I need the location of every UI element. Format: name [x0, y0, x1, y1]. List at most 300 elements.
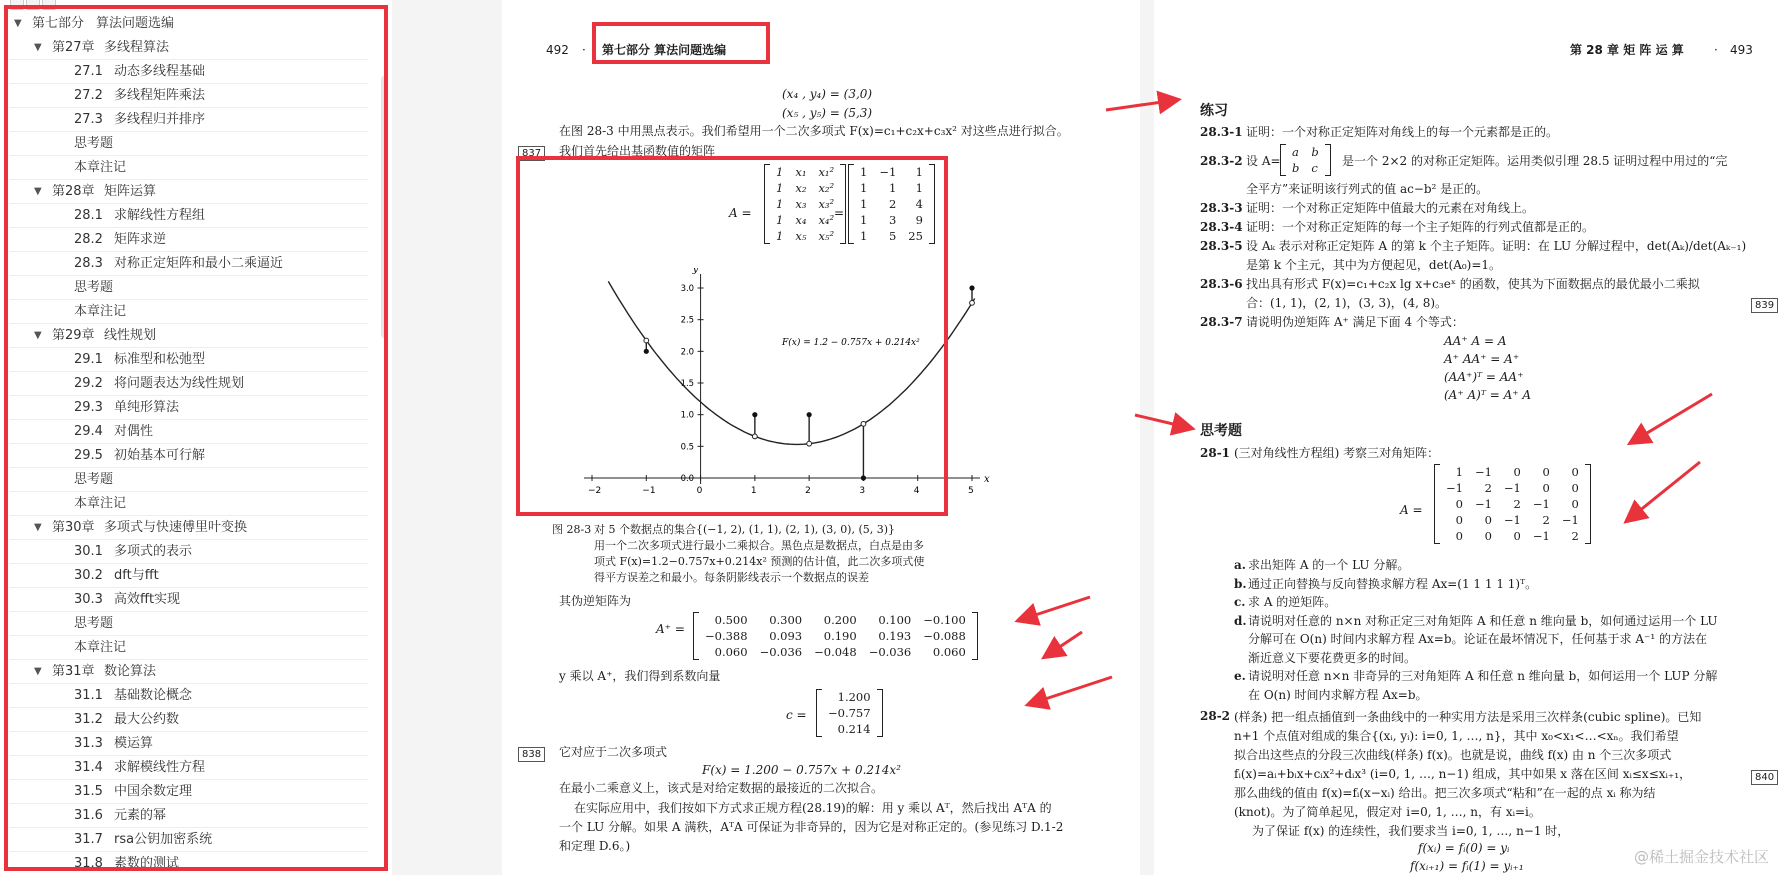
- pseudoinverse-matrix: [699, 612, 972, 660]
- toc-item-number: 27.2: [74, 88, 103, 103]
- paragraph: 它对应于二次多项式: [559, 745, 668, 759]
- toc-item[interactable]: [10, 780, 368, 804]
- fitted-point: [861, 421, 866, 426]
- header-dot: ·: [1714, 43, 1718, 57]
- matrix-cell: 0: [1455, 529, 1463, 543]
- matrix-cell: −0.757: [828, 706, 871, 720]
- header-dot: ·: [582, 43, 586, 57]
- subitem-text: 在 O(n) 时间内求解方程 Ax=b。: [1248, 687, 1428, 702]
- exercise-number: 28.3-6: [1200, 277, 1243, 291]
- matrix-cell: 0: [1455, 497, 1463, 511]
- text-line: n+1 个点值对组成的集合{(xᵢ, yᵢ): i=0, 1, …, n}，其中 x₀<x₁<…<xₙ。我们希望: [1234, 729, 1679, 743]
- toc-item-number: 31.1: [74, 688, 103, 703]
- matrix-cell: x₅²: [818, 229, 835, 243]
- toc-item[interactable]: [10, 276, 368, 300]
- exercise-text: 设 Aₖ 表示对称正定矩阵 A 的第 k 个主子矩阵。证明：在 LU 分解过程中，det(Aₖ)/det(Aₖ₋₁): [1246, 239, 1747, 253]
- toc-item-number: 27.3: [74, 112, 103, 127]
- matrix-cell: 1: [776, 213, 784, 227]
- figure-label: 图 28-3: [552, 523, 592, 536]
- subitem-text: 渐近意义下要花费更多的时间。: [1248, 650, 1417, 665]
- problem-subitems: [1234, 556, 1718, 704]
- toc-item-label: rsa公钥加密系统: [114, 832, 213, 847]
- viewer-gutter: [392, 0, 502, 875]
- y-tick-label: 1.5: [680, 379, 695, 389]
- matrix-cell: 1: [860, 197, 868, 211]
- toc-item[interactable]: [10, 564, 368, 588]
- least-squares-chart: [572, 268, 992, 498]
- toc-item-label: dft与fft: [114, 568, 159, 583]
- toc-item[interactable]: [10, 588, 368, 612]
- book-page-left: [502, 0, 1140, 875]
- matrix-cell: 0: [1484, 513, 1492, 527]
- toc-item-number: 29.3: [74, 400, 103, 415]
- matrix-cell: 1: [888, 181, 897, 195]
- toc-item[interactable]: [10, 348, 368, 372]
- toc-item-number: 29.1: [74, 352, 103, 367]
- toc-item-label: 初始基本可行解: [114, 448, 206, 463]
- toc-item[interactable]: [10, 12, 382, 36]
- subitem-letter: c.: [1234, 595, 1246, 609]
- toc-item-number: 30.2: [74, 568, 103, 583]
- matrix-cell: 4: [915, 197, 923, 211]
- text-line: A⁺ AA⁺ = A⁺: [1444, 352, 1520, 366]
- matrix-cell: 1: [860, 229, 868, 243]
- matrix-cell: −1: [1446, 481, 1463, 495]
- paragraph: 在实际应用中，我们按如下方式求正规方程(28.19)的解：用 y 乘以 Aᵀ，然后找出 AᵀA 的: [574, 801, 1052, 815]
- toc-item[interactable]: [10, 324, 368, 348]
- paragraph: 其伪逆矩阵为: [559, 594, 632, 608]
- toc-item[interactable]: [10, 420, 368, 444]
- expand-triangle-icon[interactable]: ▼: [34, 666, 42, 677]
- toc-item[interactable]: [10, 204, 368, 228]
- subitem: [1234, 686, 1718, 705]
- toc-item-number: 31.5: [74, 784, 103, 799]
- matrix-a-numeric: [854, 164, 929, 244]
- toolbar-tab[interactable]: [26, 0, 40, 10]
- subitem-letter: d.: [1234, 613, 1247, 628]
- text-line: 对 5 个数据点的集合{(−1, 2), (1, 1), (2, 1), (3, 0), (5, 3)}: [594, 523, 896, 536]
- toc-item[interactable]: [10, 84, 368, 108]
- matrix-cell: 1: [860, 181, 868, 195]
- x-tick-label: 5: [968, 486, 974, 496]
- y-axis-label: y: [692, 268, 699, 275]
- subitem: [1234, 556, 1718, 575]
- tridiagonal-matrix: [1440, 464, 1585, 544]
- figure-caption: [594, 522, 924, 586]
- toc-item[interactable]: [10, 684, 368, 708]
- toc-item[interactable]: [10, 444, 368, 468]
- toc-item-label: 思考题: [74, 472, 114, 487]
- toc-item-number: 29.5: [74, 448, 103, 463]
- sidebar-toolbar: [10, 0, 70, 12]
- matrix-cell: 0: [1571, 497, 1579, 511]
- matrix-cell: −1: [1503, 513, 1521, 527]
- toc-list: [10, 12, 382, 875]
- running-header: 第 28 章 矩 阵 运 算: [1570, 43, 1684, 57]
- toc-item-number: 30.3: [74, 592, 103, 607]
- matrix-cell: x₁²: [818, 165, 835, 179]
- section-heading: 练习: [1200, 103, 1228, 119]
- text-line: (样条) 把一组点插值到一条曲线中的一种实用方法是采用三次样条(cubic spline)。已知: [1234, 710, 1702, 724]
- text-line: 用一个二次多项式进行最小二乘拟合。黑色点是数据点，白点是由多: [594, 539, 924, 552]
- toc-item[interactable]: [10, 396, 368, 420]
- x-tick-label: −1: [642, 486, 656, 496]
- toc-item[interactable]: [10, 492, 368, 516]
- toc-item-label: 求解线性方程组: [114, 208, 206, 223]
- toc-item-label: 高效fft实现: [114, 592, 181, 607]
- equation: f(xᵢ) = fᵢ(0) = yᵢ: [1418, 841, 1510, 855]
- matrix-cell: x₂: [795, 181, 807, 195]
- toc-item-number: 31.6: [74, 808, 103, 823]
- margin-page-ref: 840: [1751, 770, 1778, 785]
- subitem-text: 请说明对任意的 n×n 对称正定三对角矩阵 A 和任意 n 维向量 b，如何通过运用一个 LU: [1248, 613, 1718, 628]
- subitem-text: 求出矩阵 A 的一个 LU 分解。: [1248, 558, 1410, 572]
- toc-item[interactable]: [10, 828, 368, 852]
- toc-item-number: 30.1: [74, 544, 103, 559]
- x-tick-label: 0: [696, 486, 703, 496]
- paragraph: y 乘以 A⁺，我们得到系数向量: [559, 669, 721, 683]
- data-point: [861, 475, 866, 480]
- subitem-letter: b.: [1234, 576, 1247, 591]
- text-line: fᵢ(x)=aᵢ+bᵢx+cᵢx²+dᵢx³ (i=0, 1, …, n−1) 组成，其中如果 x 落在区间 xᵢ≤x≤xᵢ₊₁，: [1234, 767, 1692, 781]
- x-tick-label: 1: [750, 486, 757, 496]
- chart-annotation: F(x) = 1.2 − 0.757x + 0.214x²: [782, 338, 920, 348]
- toc-item[interactable]: [10, 732, 368, 756]
- matrix-cell: 0: [1571, 481, 1579, 495]
- toc-item-number: 28.2: [74, 232, 103, 247]
- toc-item-label: 最大公约数: [114, 712, 180, 727]
- toc-item-label: 思考题: [74, 616, 114, 631]
- data-point: [807, 412, 812, 417]
- paragraph: 一个 LU 分解。如果 A 满秩，AᵀA 可保证为非奇异的，因为它是对称正定的。(参见练习 D.1-2: [559, 820, 1064, 834]
- toc-item-label: 矩阵求逆: [114, 232, 167, 247]
- subitem: [1234, 649, 1718, 668]
- toc-item[interactable]: [10, 156, 368, 180]
- matrix-cell: 1.200: [837, 690, 871, 704]
- matrix-cell: 0.300: [769, 613, 803, 627]
- matrix-cell: x₃²: [818, 197, 835, 211]
- matrix-cell: 2: [888, 197, 897, 211]
- toc-item[interactable]: [10, 708, 368, 732]
- text-line: (AA⁺)ᵀ = AA⁺: [1444, 370, 1524, 384]
- problem-number: 28-1: [1200, 446, 1231, 460]
- fit-curve: [608, 281, 974, 444]
- subitem: [1234, 630, 1718, 649]
- matrix-cell: −1: [1532, 529, 1550, 543]
- problem-text: [1234, 708, 1701, 841]
- matrix-cell: c: [1311, 161, 1318, 175]
- expand-triangle-icon[interactable]: ▼: [34, 522, 42, 533]
- matrix-cell: 0: [1455, 513, 1463, 527]
- matrix-cell: 0: [1542, 465, 1550, 479]
- toc-item-number: 29.4: [74, 424, 103, 439]
- x-tick-label: 3: [859, 486, 866, 496]
- running-header: 第七部分 算法问题选编: [602, 43, 727, 57]
- expand-triangle-icon[interactable]: ▼: [34, 42, 42, 53]
- matrix-cell: −0.048: [814, 645, 857, 659]
- fitted-point: [807, 441, 812, 446]
- subitem-letter: [1234, 649, 1248, 668]
- y-tick-label: 2.0: [680, 347, 695, 358]
- toc-item[interactable]: [10, 516, 368, 540]
- toc-item-label: 多项式的表示: [114, 544, 193, 559]
- exercise-number: 28.3-1: [1200, 125, 1243, 139]
- toc-item-label: 多线程归并排序: [114, 112, 206, 127]
- matrix-cell: 1: [915, 181, 923, 195]
- toc-item-label: 算法问题选编: [96, 16, 175, 31]
- toc-item[interactable]: [10, 108, 368, 132]
- margin-page-ref: 837: [518, 146, 545, 161]
- matrix-cell: x₂²: [818, 181, 835, 195]
- matrix-cell: −1: [879, 165, 897, 179]
- text-line: 项式 F(x)=1.2−0.757x+0.214x² 预测的估计值，此二次多项式使: [594, 555, 925, 568]
- text-line: 为了保证 f(x) 的连续性，我们要求当 i=0, 1, …, n−1 时，: [1252, 824, 1570, 838]
- toc-item-label: 本章注记: [74, 496, 127, 511]
- toc-item-number: 第27章: [52, 40, 95, 55]
- matrix-cell: 0.193: [878, 629, 912, 643]
- toc-item-label: 对偶性: [114, 424, 154, 439]
- toc-item[interactable]: [10, 612, 368, 636]
- toc-item-number: 第29章: [52, 328, 95, 343]
- matrix-cell: −0.036: [759, 645, 803, 659]
- matrix-cell: −0.036: [868, 645, 912, 659]
- toc-item-label: 思考题: [74, 136, 114, 151]
- toc-item[interactable]: [10, 228, 368, 252]
- book-page-right: [1154, 0, 1783, 875]
- exercise-text: 请说明伪逆矩阵 A⁺ 满足下面 4 个等式：: [1246, 315, 1464, 329]
- toc-item[interactable]: [10, 36, 368, 60]
- toc-item-label: 多线程算法: [104, 40, 170, 55]
- subitem: [1234, 612, 1718, 631]
- toc-item[interactable]: [10, 636, 368, 660]
- data-point: [644, 349, 649, 354]
- matrix-cell: 25: [908, 229, 923, 243]
- exercise-number: 28.3-5: [1200, 239, 1243, 253]
- matrix-cell: b: [1292, 161, 1300, 175]
- toc-item-label: 标准型和松弛型: [114, 352, 206, 367]
- toc-item-number: 第30章: [52, 520, 95, 535]
- matrix-cell: −1: [1532, 497, 1550, 511]
- exercise-number: 28.3-7: [1200, 315, 1243, 329]
- equals-sign: =: [834, 206, 845, 220]
- toc-item-label: 本章注记: [74, 304, 127, 319]
- paragraph: 我们首先给出基函数值的矩阵: [559, 144, 716, 158]
- toc-item[interactable]: [10, 540, 368, 564]
- y-tick-label: 2.5: [680, 315, 695, 326]
- data-point: [752, 412, 757, 417]
- toc-item-number: 28.1: [74, 208, 103, 223]
- toc-item-label: 素数的测试: [114, 856, 180, 871]
- toc-item-number: 31.4: [74, 760, 103, 775]
- toc-item-label: 本章注记: [74, 640, 127, 655]
- toolbar-tab[interactable]: [10, 0, 24, 10]
- toc-item-label: 元素的幂: [114, 808, 167, 823]
- matrix-cell: 0.060: [932, 645, 966, 659]
- text-line: 拟合出这些点的分段三次曲线(样条) f(x)。也就是说，曲线 f(x) 由 n 个三次多项式: [1234, 748, 1672, 762]
- x-axis-label: x: [984, 474, 990, 485]
- matrix-cell: a: [1292, 145, 1299, 159]
- vector-label: c =: [786, 708, 807, 722]
- matrix-cell: −1: [1474, 465, 1492, 479]
- matrix-cell: 1: [860, 213, 868, 227]
- matrix-cell: 1: [776, 229, 784, 243]
- polynomial-equation: F(x) = 1.200 − 0.757x + 0.214x²: [702, 763, 901, 777]
- section-heading: 思考题: [1200, 423, 1242, 439]
- matrix-a-symbolic: [770, 164, 840, 244]
- matrix-cell: 2: [1484, 481, 1492, 495]
- problem-text: (三对角线性方程组) 考察三对角矩阵：: [1234, 446, 1440, 460]
- text-line: AA⁺ A = A: [1444, 334, 1507, 348]
- toc-item[interactable]: [10, 660, 368, 684]
- toc-item[interactable]: [10, 180, 368, 204]
- fitted-point: [752, 434, 757, 439]
- toc-item[interactable]: [10, 756, 368, 780]
- matrix-cell: 1: [776, 181, 784, 195]
- matrix-cell: 1: [776, 197, 784, 211]
- matrix-cell: 0.190: [823, 629, 857, 643]
- matrix-cell: 2: [1542, 513, 1550, 527]
- matrix-cell: 9: [915, 213, 923, 227]
- paragraph: 和定理 D.6。): [559, 839, 631, 853]
- matrix-cell: 0: [1513, 529, 1521, 543]
- toc-item-number: 31.8: [74, 856, 103, 871]
- toc-item[interactable]: [10, 300, 368, 324]
- matrix-cell: −1: [1561, 513, 1579, 527]
- text-line: (knot)。为了简单起见，假定对 i=0, 1, …, n，有 xᵢ=i。: [1234, 805, 1541, 819]
- toc-item[interactable]: [10, 252, 368, 276]
- toc-item[interactable]: [10, 468, 368, 492]
- toc-item-number: 29.2: [74, 376, 103, 391]
- toc-item-label: 基础数论概念: [114, 688, 193, 703]
- y-tick-label: 1.0: [680, 410, 695, 421]
- exercise-text: 证明：一个对称正定矩阵中值最大的元素在对角线上。: [1246, 201, 1535, 215]
- toc-item-label: 矩阵运算: [104, 184, 157, 199]
- toc-item-number: 第七部分: [32, 16, 85, 31]
- x-tick-label: −2: [588, 486, 602, 496]
- margin-page-ref: 839: [1751, 298, 1778, 313]
- identity-list: [1444, 332, 1531, 404]
- matrix-cell: 3: [888, 213, 897, 227]
- matrix-cell: 0.500: [714, 613, 748, 627]
- toc-item-label: 线性规划: [104, 328, 157, 343]
- toc-item-number: 第31章: [52, 664, 95, 679]
- toc-item-number: 27.1: [74, 64, 103, 79]
- expand-triangle-icon[interactable]: ▼: [14, 18, 22, 29]
- fitted-point: [970, 300, 975, 305]
- toc-item[interactable]: [10, 60, 368, 84]
- matrix-cell: 1: [776, 165, 784, 179]
- toc-item[interactable]: [10, 372, 368, 396]
- toc-item[interactable]: [10, 804, 368, 828]
- matrix-cell: 1: [860, 165, 868, 179]
- matrix-label: A⁺ =: [656, 622, 685, 636]
- toc-item-number: 28.3: [74, 256, 103, 271]
- x-tick-label: 4: [913, 486, 920, 496]
- data-point: [969, 285, 974, 290]
- matrix-cell: 0.200: [823, 613, 857, 627]
- toc-sidebar: [0, 0, 392, 875]
- matrix-cell: 2: [1513, 497, 1521, 511]
- subitem-letter: [1234, 630, 1248, 649]
- toc-item-label: 数论算法: [104, 664, 157, 679]
- matrix-cell: x₅: [795, 229, 807, 243]
- toc-item-label: 多线程矩阵乘法: [114, 88, 206, 103]
- exercise-text: 设 A=: [1246, 154, 1281, 168]
- matrix-cell: 0: [1542, 481, 1550, 495]
- toc-item-label: 中国余数定理: [114, 784, 193, 799]
- text-line: (A⁺ A)ᵀ = A⁺ A: [1444, 388, 1532, 402]
- subitem: [1234, 593, 1718, 612]
- toc-item-label: 思考题: [74, 280, 114, 295]
- y-tick-label: 3.0: [680, 284, 695, 294]
- exercise-number: 28.3-4: [1200, 220, 1243, 234]
- toc-item-label: 对称正定矩阵和最小二乘逼近: [114, 256, 284, 271]
- x-tick-label: 2: [805, 486, 811, 496]
- matrix-cell: −1: [1474, 497, 1492, 511]
- watermark: @稀土掘金技术社区: [1633, 848, 1769, 866]
- matrix-cell: x₃: [795, 197, 807, 211]
- matrix-cell: −0.100: [923, 613, 966, 627]
- matrix-label: A =: [729, 206, 752, 220]
- subitem-text: 通过正向替换与反向替换求解方程 Ax=(1 1 1 1 1)ᵀ。: [1248, 576, 1538, 591]
- matrix-cell: 1: [915, 165, 923, 179]
- subitem-letter: a.: [1234, 558, 1246, 572]
- exercise-matrix: [1286, 144, 1325, 176]
- matrix-cell: 0.214: [837, 722, 871, 736]
- toc-item-label: 将问题表达为线性规划: [114, 376, 245, 391]
- coefficient-vector: [822, 689, 877, 737]
- matrix-cell: 0.060: [714, 645, 748, 659]
- subitem: [1234, 667, 1718, 686]
- subitem-letter: e.: [1234, 669, 1246, 683]
- page-number: 492: [546, 43, 569, 57]
- matrix-cell: b: [1311, 145, 1319, 159]
- exercise-text: 是一个 2×2 的对称正定矩阵。运用类似引理 28.5 证明过程中用过的“完: [1342, 154, 1728, 168]
- toc-item-label: 动态多线程基础: [114, 64, 206, 79]
- viewer-gutter: [1140, 0, 1154, 875]
- paragraph: 在最小二乘意义上，该式是对给定数据的最接近的二次拟合。: [559, 781, 884, 795]
- text-line: 得平方误差之和最小。每条阴影线表示一个数据点的误差: [594, 571, 869, 584]
- margin-page-ref: 838: [518, 747, 545, 762]
- exercise-text: 全平方”来证明该行列式的值 ac−b² 是正的。: [1246, 182, 1489, 196]
- matrix-cell: 5: [888, 229, 897, 243]
- exercise-text: 合：(1, 1)，(2, 1)，(3, 3)，(4, 8)。: [1246, 296, 1448, 310]
- toc-item-number: 第28章: [52, 184, 95, 199]
- toc-item-label: 本章注记: [74, 160, 127, 175]
- matrix-cell: −1: [1503, 481, 1521, 495]
- exercise-text: 找出具有形式 F(x)=c₁+c₂x lg x+c₃eˣ 的函数，使其为下面数据点的最优最小二乘拟: [1246, 277, 1700, 291]
- toc-item-number: 31.7: [74, 832, 103, 847]
- matrix-cell: 0: [1571, 465, 1579, 479]
- equation: f(xᵢ₊₁) = fᵢ(1) = yᵢ₊₁: [1410, 859, 1524, 873]
- exercise-text: 证明：一个对称正定矩阵的每一个主子矩阵的行列式值都是正的。: [1246, 220, 1595, 234]
- data-point-5: (x₅ , y₅) = (5,3): [782, 106, 873, 120]
- subitem-letter: [1234, 686, 1248, 705]
- toolbar-tab[interactable]: [42, 0, 56, 10]
- page-number: 493: [1730, 43, 1753, 57]
- expand-triangle-icon[interactable]: ▼: [34, 186, 42, 197]
- matrix-cell: 0.100: [878, 613, 912, 627]
- exercise-number: 28.3-2: [1200, 154, 1243, 168]
- exercise-number: 28.3-3: [1200, 201, 1243, 215]
- subitem-text: 求 A 的逆矩阵。: [1248, 595, 1337, 609]
- toc-item[interactable]: [10, 132, 368, 156]
- sidebar-scrollbar[interactable]: [381, 76, 387, 338]
- expand-triangle-icon[interactable]: ▼: [34, 330, 42, 341]
- toc-item-label: 多项式与快速傅里叶变换: [104, 520, 248, 535]
- toc-item[interactable]: [10, 852, 368, 875]
- matrix-cell: −0.388: [705, 629, 748, 643]
